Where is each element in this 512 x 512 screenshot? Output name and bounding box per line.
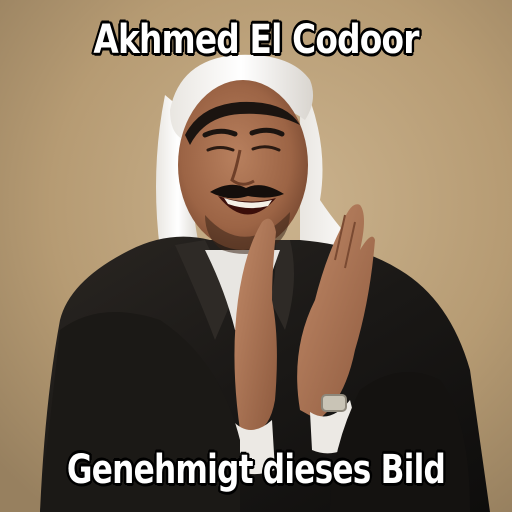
meme-top-caption: Akhmed El Codoor (93, 17, 419, 63)
wristwatch (322, 395, 346, 411)
meme-bottom-caption: Genehmigt dieses Bild (66, 447, 446, 493)
